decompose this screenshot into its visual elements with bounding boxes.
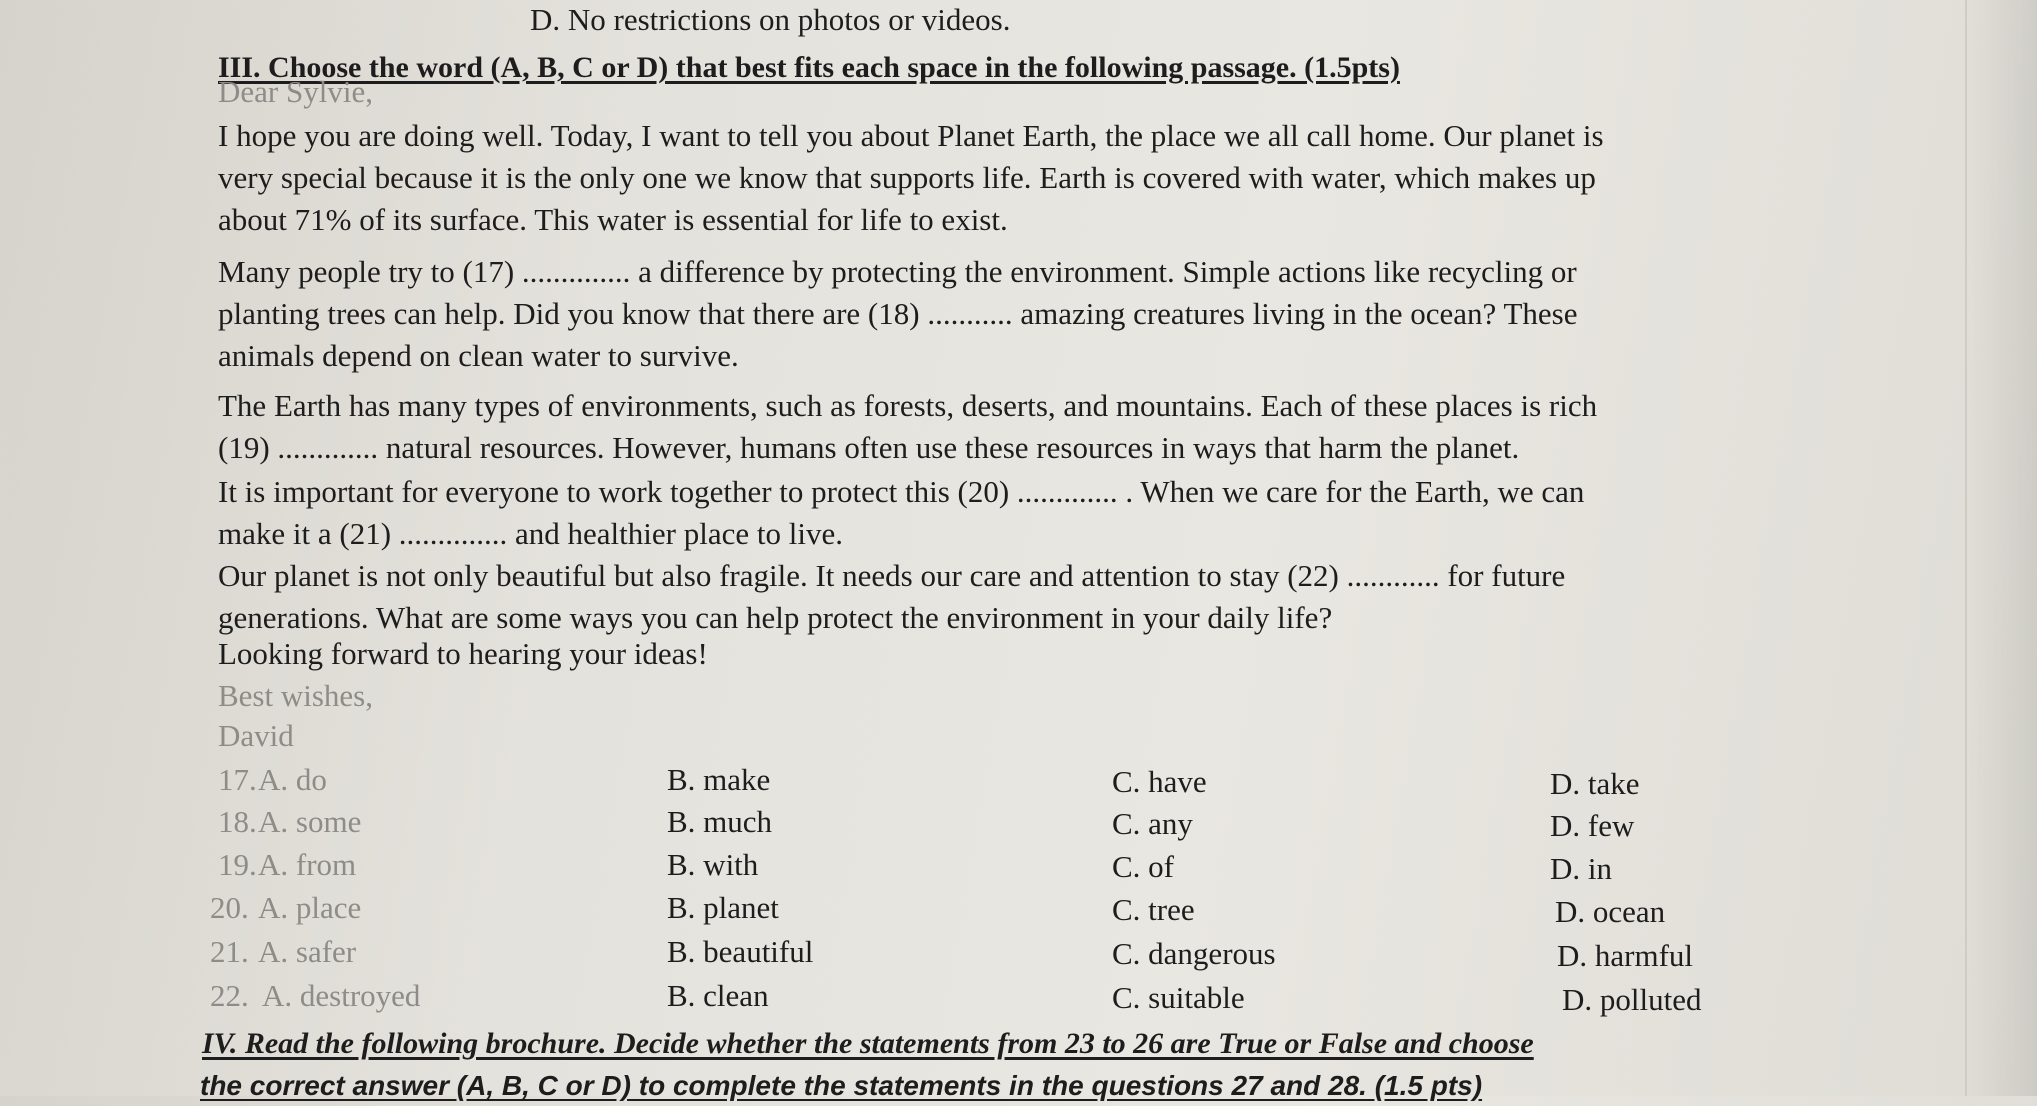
option-d: D. polluted bbox=[1562, 982, 1702, 1017]
letter-greeting: Dear Sylvie, bbox=[218, 74, 373, 109]
option-a: A. destroyed bbox=[262, 978, 421, 1013]
letter-line-5: planting trees can help. Did you know that there are (18) ........... amazing creatures living in the ocean? These bbox=[218, 296, 1578, 331]
letter-line-13: Looking forward to hearing your ideas! bbox=[218, 636, 708, 671]
option-b: B. planet bbox=[667, 890, 779, 925]
letter-line-9: It is important for everyone to work together to protect this (20) ............. . When we care for the Earth, we can bbox=[218, 474, 1585, 509]
option-a: A. safer bbox=[258, 934, 357, 969]
question-number: 19. bbox=[218, 847, 257, 882]
previous-option-d: D. No restrictions on photos or videos. bbox=[530, 2, 1011, 37]
letter-line-10: make it a (21) .............. and healthier place to live. bbox=[218, 516, 843, 551]
option-c: C. tree bbox=[1112, 892, 1195, 927]
option-a: A. some bbox=[258, 804, 362, 839]
option-b: B. much bbox=[667, 804, 773, 839]
question-number: 22. bbox=[210, 978, 249, 1013]
letter-closing: Best wishes, bbox=[218, 678, 373, 713]
letter-line-12: generations. What are some ways you can help protect the environment in your daily life? bbox=[218, 600, 1333, 635]
option-a: A. place bbox=[258, 890, 362, 925]
question-number: 17. bbox=[218, 762, 257, 797]
letter-line-11: Our planet is not only beautiful but also fragile. It needs our care and attention to stay (22) ............ for future bbox=[218, 558, 1566, 593]
option-a: A. do bbox=[258, 762, 327, 797]
option-c: C. suitable bbox=[1112, 980, 1245, 1015]
option-c: C. of bbox=[1112, 849, 1174, 884]
option-c: C. have bbox=[1112, 764, 1207, 799]
section-3-heading: III. Choose the word (A, B, C or D) that best fits each space in the following passage. (1.5pts) bbox=[218, 51, 1400, 84]
section-4-heading-continued: the correct answer (A, B, C or D) to complete the statements in the questions 27 and 28. (1.5 pts) bbox=[200, 1070, 1483, 1101]
paper-edge bbox=[1965, 0, 2037, 1096]
question-number: 18. bbox=[218, 804, 257, 839]
question-number: 21. bbox=[210, 934, 249, 969]
option-b: B. with bbox=[667, 847, 759, 882]
option-d: D. take bbox=[1550, 766, 1640, 801]
option-b: B. clean bbox=[667, 978, 769, 1013]
section-4-heading: IV. Read the following brochure. Decide whether the statements from 23 to 26 are True or False and choose bbox=[202, 1027, 1534, 1060]
option-d: D. in bbox=[1550, 851, 1612, 886]
option-a: A. from bbox=[258, 847, 357, 882]
option-c: C. any bbox=[1112, 806, 1193, 841]
letter-line-8: (19) ............. natural resources. However, humans often use these resources in ways that harm the planet. bbox=[218, 430, 1520, 465]
letter-line-3: about 71% of its surface. This water is essential for life to exist. bbox=[218, 202, 1008, 237]
letter-line-4: Many people try to (17) .............. a difference by protecting the environment. Simple actions like recycling or bbox=[218, 254, 1577, 289]
letter-signature: David bbox=[218, 718, 294, 753]
option-b: B. make bbox=[667, 762, 771, 797]
option-b: B. beautiful bbox=[667, 934, 814, 969]
option-d: D. ocean bbox=[1555, 894, 1666, 929]
option-c: C. dangerous bbox=[1112, 936, 1276, 971]
letter-line-7: The Earth has many types of environments, such as forests, deserts, and mountains. Each of these places is rich bbox=[218, 388, 1598, 423]
letter-line-6: animals depend on clean water to survive. bbox=[218, 338, 739, 373]
letter-line-2: very special because it is the only one we know that supports life. Earth is covered with water, which makes up bbox=[218, 160, 1596, 195]
option-d: D. harmful bbox=[1557, 938, 1694, 973]
letter-line-1: I hope you are doing well. Today, I want to tell you about Planet Earth, the place we all call home. Our planet is bbox=[218, 118, 1604, 153]
question-number: 20. bbox=[210, 890, 249, 925]
option-d: D. few bbox=[1550, 808, 1635, 843]
